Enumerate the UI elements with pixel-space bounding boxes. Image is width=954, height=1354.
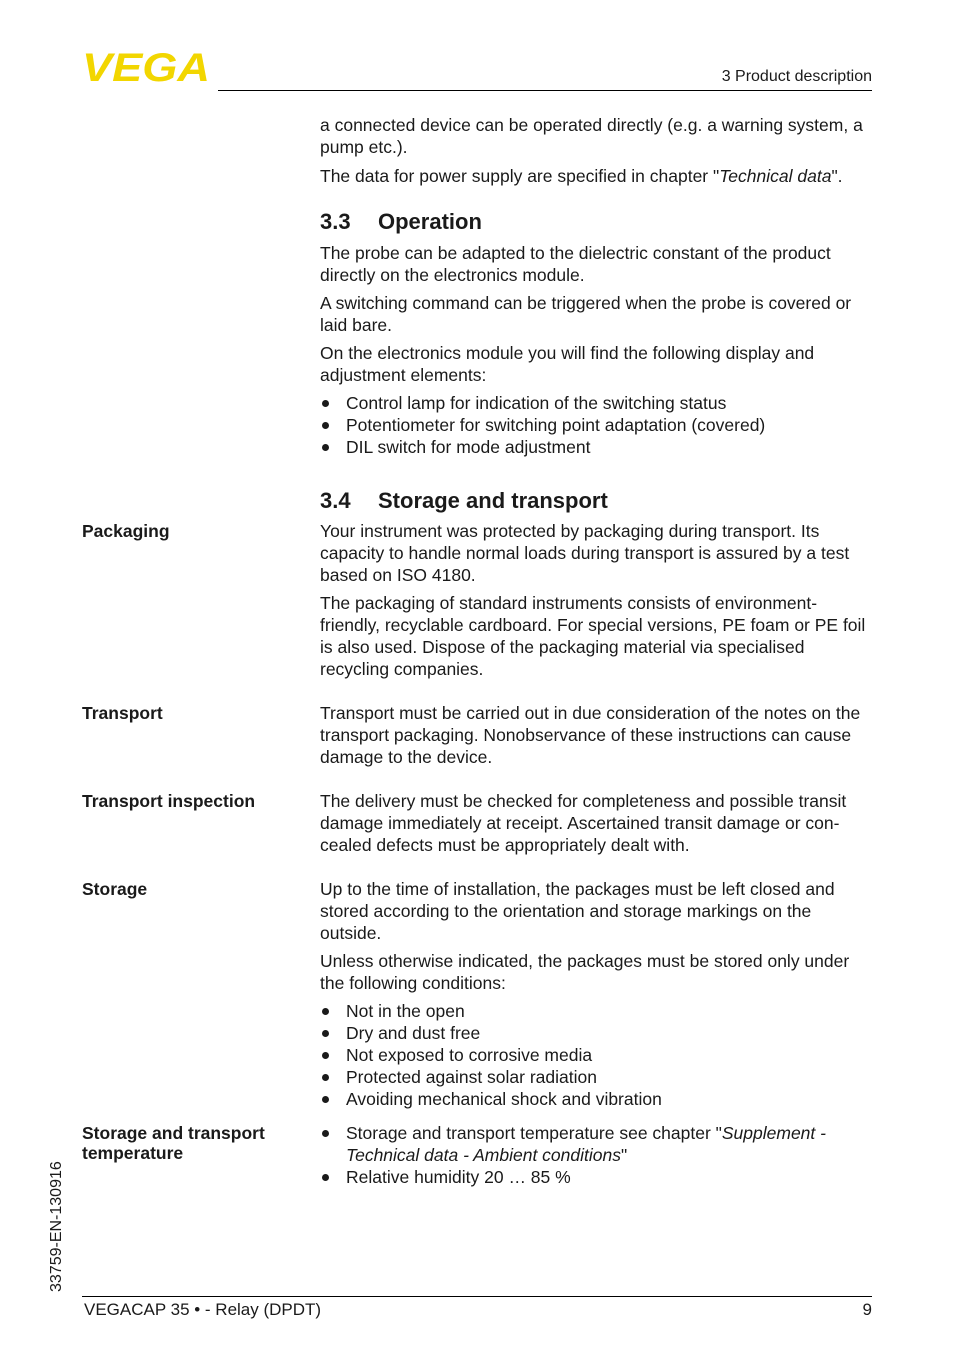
- list-item: Relative humidity 20 … 85 %: [320, 1166, 872, 1188]
- storage-paragraph-2: Unless otherwise indicated, the packages must be stored only under the following conditions:: [320, 951, 850, 993]
- list-item: Control lamp for indication of the switching status: [320, 392, 872, 414]
- list-item: Avoiding mechanical shock and vibration: [320, 1088, 872, 1110]
- packaging-label: Packaging: [82, 521, 170, 541]
- intro-paragraph-2: The data for power supply are specified in chapter "Technical data".: [320, 166, 843, 186]
- storage-temperature-block: [320, 1122, 872, 1188]
- footer-product: VEGACAP 35 • - Relay (DPDT): [84, 1300, 322, 1319]
- list-item: DIL switch for mode adjustment: [320, 436, 872, 458]
- transport-inspection-block: [320, 790, 872, 856]
- operation-block: [320, 242, 872, 458]
- storage-paragraph-1: Up to the time of installation, the packages must be left closed and stored according to the orientation and storage markings on the outside.: [320, 879, 835, 943]
- intro-block: [320, 114, 872, 187]
- transport-block: [320, 702, 872, 768]
- header-section-title: 3 Product description: [721, 68, 872, 85]
- list-item: Not in the open: [320, 1000, 872, 1022]
- logo-text: VEGA: [82, 50, 210, 84]
- transport-paragraph: Transport must be carried out in due consideration of the notes on the transport packaging. Nonobservance of these instructions can cause damage to the device.: [320, 703, 861, 767]
- storage-transport-title: Storage and transport: [378, 488, 608, 513]
- storage-temperature-label: Storage and transport temperature: [82, 1123, 265, 1163]
- vega-logo: [82, 50, 212, 84]
- operation-number: 3.3: [320, 209, 351, 234]
- storage-transport-heading: [320, 487, 872, 515]
- intro-paragraph-1: a connected device can be operated directly (e.g. a warning system, a pump etc.).: [320, 115, 863, 157]
- packaging-block: [320, 520, 872, 680]
- operation-bullet-list: [320, 392, 872, 458]
- transport-inspection-paragraph: The delivery must be checked for completeness and possible transit damage immediately at receipt. Ascertained transit damage or con-cealed defects must be appropriately dealt with.: [320, 791, 847, 855]
- storage-conditions-list: [320, 1000, 872, 1110]
- storage-transport-number: 3.4: [320, 488, 351, 513]
- operation-paragraph-3: On the electronics module you will find the following display and adjustment elements:: [320, 343, 815, 385]
- list-item: Potentiometer for switching point adaptation (covered): [320, 414, 872, 436]
- storage-block: [320, 878, 872, 1110]
- storage-label: Storage: [82, 879, 148, 899]
- storage-temperature-list: [320, 1122, 872, 1188]
- operation-title: Operation: [378, 209, 482, 234]
- operation-heading: [320, 208, 872, 236]
- page-number: 9: [862, 1300, 872, 1319]
- operation-paragraph-2: A switching command can be triggered when the probe is covered or laid bare.: [320, 293, 852, 335]
- packaging-paragraph-2: The packaging of standard instruments consists of environment-friendly, recyclable cardboard. For special versions, PE foam or PE foil is also used. Dispose of the packaging material via specialised recycling companies.: [320, 593, 866, 679]
- document-id: 33759-EN-130916: [48, 1161, 65, 1292]
- list-item: Protected against solar radiation: [320, 1066, 872, 1088]
- footer-divider: [82, 1296, 872, 1297]
- header-divider: [218, 90, 872, 91]
- list-item: Dry and dust free: [320, 1022, 872, 1044]
- packaging-paragraph-1: Your instrument was protected by packaging during transport. Its capacity to handle normal loads during transport is assured by a test based on ISO 4180.: [320, 521, 850, 585]
- list-item: Storage and transport temperature see chapter "Supplement - Technical data - Ambient conditions": [320, 1122, 872, 1166]
- list-item: Not exposed to corrosive media: [320, 1044, 872, 1066]
- operation-paragraph-1: The probe can be adapted to the dielectric constant of the product directly on the electronics module.: [320, 243, 831, 285]
- transport-label: Transport: [82, 703, 163, 723]
- transport-inspection-label: Transport inspection: [82, 791, 256, 811]
